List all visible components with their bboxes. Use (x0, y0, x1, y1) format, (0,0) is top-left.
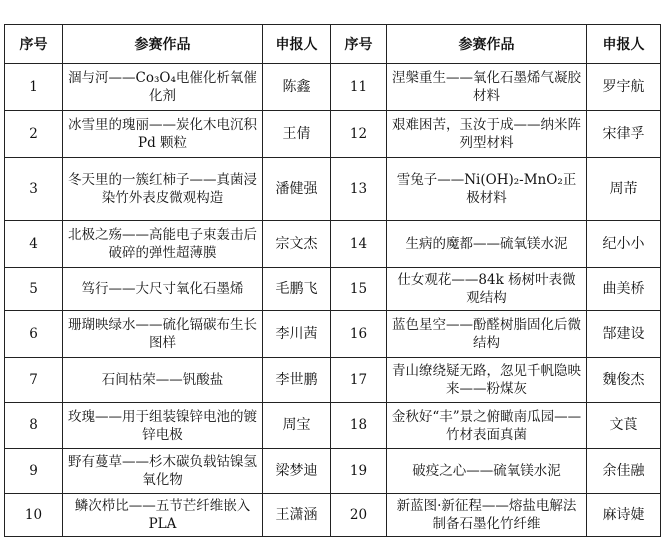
entry-title: 破疫之心——硫氧镁水泥 (387, 449, 587, 494)
table-row (5, 64, 661, 111)
entry-number: 17 (331, 358, 387, 403)
entry-applicant: 曲美桥 (587, 268, 661, 311)
entry-title: 仕女观花——84k 杨树叶表微观结构 (387, 268, 587, 311)
entry-number: 4 (5, 221, 63, 268)
entry-title: 冰雪里的瑰丽——炭化木电沉积 Pd 颗粒 (63, 111, 263, 158)
entry-applicant: 余佳融 (587, 449, 661, 494)
entry-number: 10 (5, 494, 63, 537)
entry-applicant: 宋律孚 (587, 111, 661, 158)
entry-applicant: 陈鑫 (263, 64, 331, 111)
entry-applicant: 周宝 (263, 403, 331, 449)
entry-title: 珊瑚映绿水——硫化镉碳布生长图样 (63, 311, 263, 358)
entry-applicant: 王潇涵 (263, 494, 331, 537)
header-index-right: 序号 (331, 25, 387, 64)
entry-title: 石间枯荣——钒酸盐 (63, 358, 263, 403)
entry-applicant: 魏俊杰 (587, 358, 661, 403)
entry-applicant: 李川茜 (263, 311, 331, 358)
entry-applicant: 李世鹏 (263, 358, 331, 403)
entry-applicant: 宗文杰 (263, 221, 331, 268)
entry-number: 6 (5, 311, 63, 358)
header-applicant-left: 申报人 (263, 25, 331, 64)
entry-applicant: 梁梦迪 (263, 449, 331, 494)
entry-applicant: 郜建设 (587, 311, 661, 358)
table-row (5, 494, 661, 537)
entry-title: 青山缭绕疑无路，忽见千帆隐映来——粉煤灰 (387, 358, 587, 403)
entry-title: 鳞次栉比——五节芒纤维嵌入 PLA (63, 494, 263, 537)
entry-applicant: 王倩 (263, 111, 331, 158)
entry-applicant: 文莨 (587, 403, 661, 449)
entry-number: 3 (5, 158, 63, 221)
entry-applicant: 麻诗婕 (587, 494, 661, 537)
entry-number: 5 (5, 268, 63, 311)
entry-number: 2 (5, 111, 63, 158)
entry-title: 金秋好“丰”景之俯瞰南瓜园——竹材表面真菌 (387, 403, 587, 449)
entry-title: 蓝色星空——酚醛树脂固化后微结构 (387, 311, 587, 358)
entry-title: 北极之殇——高能电子束轰击后破碎的弹性超薄膜 (63, 221, 263, 268)
table-row (5, 403, 661, 449)
header-applicant-right: 申报人 (587, 25, 661, 64)
entry-number: 18 (331, 403, 387, 449)
entries-table (4, 24, 661, 537)
entry-number: 8 (5, 403, 63, 449)
entry-number: 1 (5, 64, 63, 111)
entry-number: 14 (331, 221, 387, 268)
entry-title: 笃行——大尺寸氧化石墨烯 (63, 268, 263, 311)
entry-number: 12 (331, 111, 387, 158)
entry-number: 13 (331, 158, 387, 221)
table-row (5, 158, 661, 221)
entry-number: 20 (331, 494, 387, 537)
entry-title: 雪兔子——Ni(OH)₂-MnO₂正极材料 (387, 158, 587, 221)
table-row (5, 221, 661, 268)
entry-title: 冬天里的一簇红柿子——真菌浸染竹外表皮微观构造 (63, 158, 263, 221)
entry-applicant: 罗宇航 (587, 64, 661, 111)
entry-title: 艰难困苦，玉汝于成——纳米阵列型材料 (387, 111, 587, 158)
entry-title: 涅槃重生——氧化石墨烯气凝胶材料 (387, 64, 587, 111)
table-row (5, 111, 661, 158)
entry-applicant: 毛鹏飞 (263, 268, 331, 311)
entry-number: 15 (331, 268, 387, 311)
header-work-right: 参赛作品 (387, 25, 587, 64)
table-row (5, 449, 661, 494)
entry-number: 7 (5, 358, 63, 403)
table-row (5, 358, 661, 403)
header-work-left: 参赛作品 (63, 25, 263, 64)
table-row (5, 311, 661, 358)
entry-title: 玫瑰——用于组装镍锌电池的镀锌电极 (63, 403, 263, 449)
entry-title: 生病的魔都——硫氧镁水泥 (387, 221, 587, 268)
header-row (5, 25, 661, 64)
entry-applicant: 纪小小 (587, 221, 661, 268)
table-row (5, 268, 661, 311)
entry-title: 野有蔓草——杉木碳负载钴镍氢氧化物 (63, 449, 263, 494)
entry-number: 19 (331, 449, 387, 494)
header-index-left: 序号 (5, 25, 63, 64)
entry-title: 涸与河——Co₃O₄电催化析氧催化剂 (63, 64, 263, 111)
entry-number: 11 (331, 64, 387, 111)
entry-applicant: 周芾 (587, 158, 661, 221)
entry-applicant: 潘健强 (263, 158, 331, 221)
entry-number: 9 (5, 449, 63, 494)
entry-title: 新蓝图·新征程——熔盐电解法制备石墨化竹纤维 (387, 494, 587, 537)
entry-number: 16 (331, 311, 387, 358)
